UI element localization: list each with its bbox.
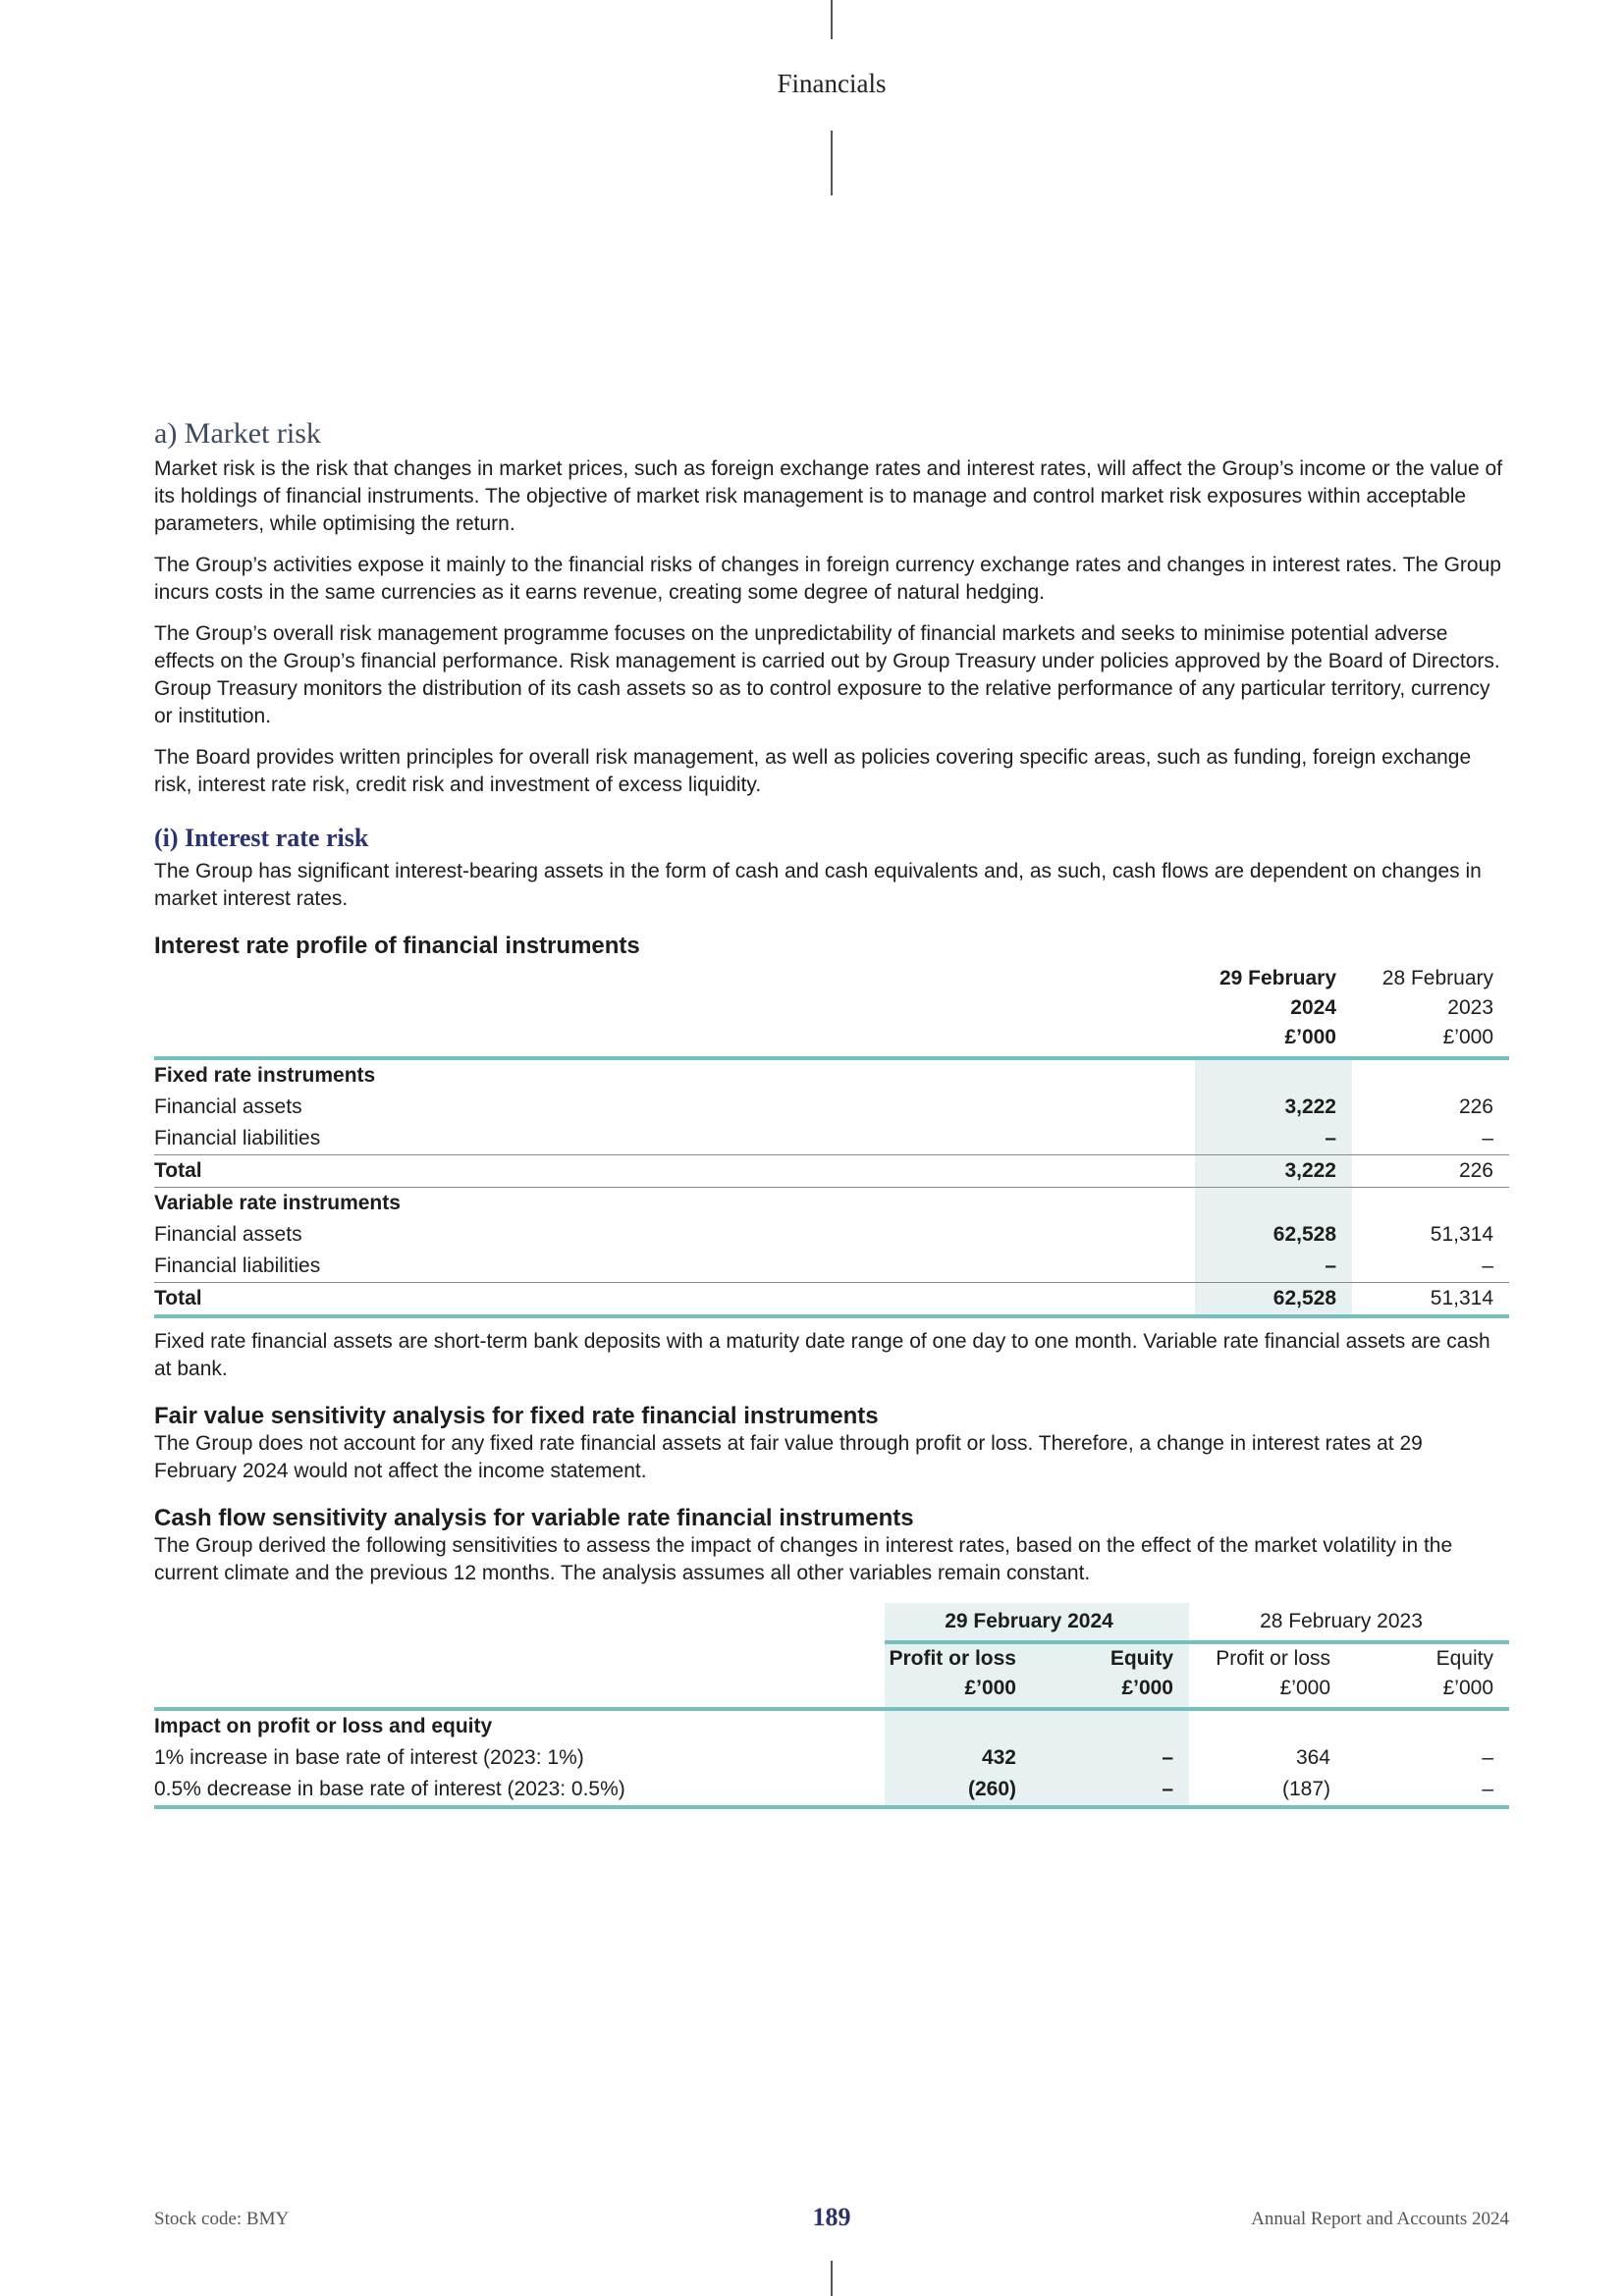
paragraph: The Group’s activities expose it mainly to the financial risks of changes in foreign currency exchange rates and changes in interest rates. The Group incurs costs in the same currencies as it earns revenue, creating some degree of natural hedging. <box>154 554 1501 604</box>
column-header-equity-2024: Equity £’000 <box>1032 1642 1189 1709</box>
table-row: 0.5% decrease in base rate of interest (2023: 0.5%) (260) – (187) – <box>154 1774 1509 1807</box>
column-header-profit-2023: Profit or loss £’000 <box>1189 1642 1346 1709</box>
footer-stock-code: Stock code: BMY <box>154 2209 290 2229</box>
table-row: Financial liabilities – – <box>154 1251 1509 1283</box>
section-heading: a) Market risk <box>154 417 321 450</box>
table-header-row <box>154 1642 1509 1709</box>
page-content <box>154 417 1509 1809</box>
table-note: Fixed rate financial assets are short-term bank deposits with a maturity date range of one day to one month. Variable rate financial assets are cash at bank. <box>154 1330 1490 1380</box>
table-group-row: Impact on profit or loss and equity <box>154 1709 1509 1742</box>
table-row: 1% increase in base rate of interest (2023: 1%) 432 – 364 – <box>154 1742 1509 1774</box>
footer-report-title: Annual Report and Accounts 2024 <box>1251 2209 1509 2229</box>
paragraph: The Group derived the following sensitivities to assess the impact of changes in interest rates, based on the effect of the market volatility in the current climate and the previous 12 months. The analysis assumes all other variables remain constant. <box>154 1534 1453 1584</box>
footer-page-number: 189 <box>812 2203 851 2231</box>
table-row: Financial liabilities – – <box>154 1123 1509 1155</box>
footer-rule <box>831 2261 833 2296</box>
paragraph: The Group has significant interest-bearing assets in the form of cash and cash equivalents and, as such, cash flows are dependent on changes in market interest rates. <box>154 860 1482 910</box>
column-header-2023: 28 February 2023 £’000 <box>1352 964 1509 1058</box>
column-header-profit-2024: Profit or loss £’000 <box>885 1642 1032 1709</box>
fair-value-heading: Fair value sensitivity analysis for fixed rate financial instruments <box>154 1403 879 1429</box>
year-header-2024: 29 February 2024 <box>885 1603 1189 1642</box>
column-header-2024: 29 February 2024 £’000 <box>1195 964 1352 1058</box>
table-group-row: Variable rate instruments <box>154 1188 1509 1220</box>
paragraph: The Board provides written principles for overall risk management, as well as policies covering specific areas, such as funding, foreign exchange risk, interest rate risk, credit risk and investment of excess liquidity. <box>154 746 1472 796</box>
interest-rate-profile-table <box>154 964 1509 1318</box>
header-rule-top <box>831 0 833 39</box>
table-title: Interest rate profile of financial instruments <box>154 933 640 959</box>
column-header-equity-2023: Equity £’000 <box>1346 1642 1509 1709</box>
table-year-row <box>154 1603 1509 1642</box>
table-group-row: Fixed rate instruments <box>154 1058 1509 1092</box>
table-total-row: Total 3,222 226 <box>154 1155 1509 1188</box>
page-header-title: Financials <box>777 69 887 98</box>
table-total-row: Total 62,528 51,314 <box>154 1283 1509 1317</box>
cash-flow-heading: Cash flow sensitivity analysis for variable rate financial instruments <box>154 1505 914 1531</box>
table-header-row <box>154 964 1509 1058</box>
header-rule-bottom <box>831 131 833 195</box>
sensitivity-table <box>154 1603 1509 1809</box>
table-row: Financial assets 62,528 51,314 <box>154 1219 1509 1251</box>
table-row: Financial assets 3,222 226 <box>154 1092 1509 1123</box>
subsection-heading: (i) Interest rate risk <box>154 824 369 852</box>
paragraph: Market risk is the risk that changes in market prices, such as foreign exchange rates and interest rates, will affect the Group’s income or the value of its holdings of financial instruments. The objective of market risk management is to manage and control market risk exposures within acceptable parameters, while optimising the return. <box>154 457 1503 535</box>
paragraph: The Group’s overall risk management programme focuses on the unpredictability of financial markets and seeks to minimise potential adverse effects on the Group’s financial performance. Risk management is carried out by Group Treasury under policies approved by the Board of Directors. Group Treasury monitors the distribution of its cash assets so as to control exposure to the relative performance of any particular territory, currency or institution. <box>154 622 1500 727</box>
year-header-2023: 28 February 2023 <box>1189 1603 1509 1642</box>
paragraph: The Group does not account for any fixed rate financial assets at fair value through profit or loss. Therefore, a change in interest rates at 29 February 2024 would not affect the income statement. <box>154 1432 1423 1482</box>
